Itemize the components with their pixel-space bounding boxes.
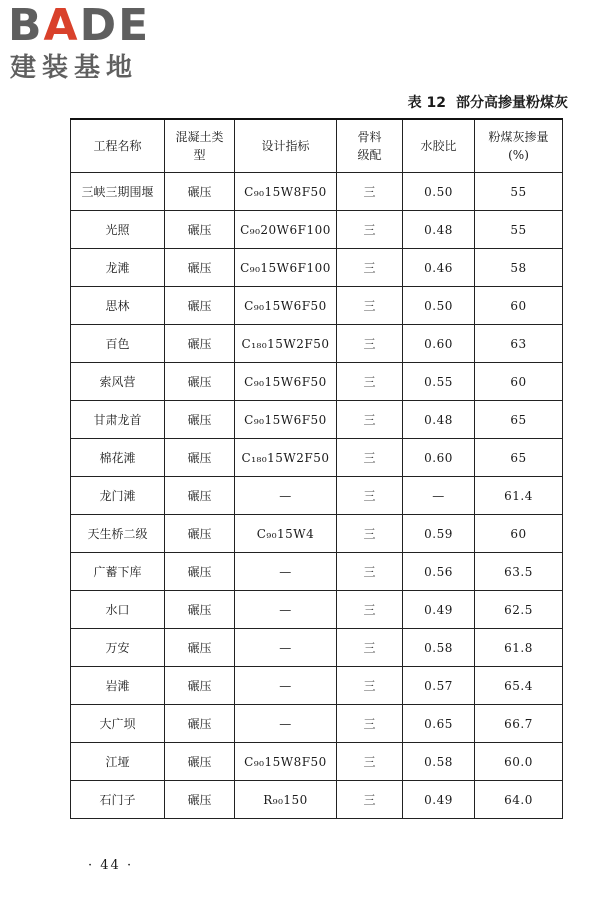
- cell-concrete-type: 碾压: [165, 667, 235, 705]
- cell-design-index: C₉₀15W8F50: [235, 173, 337, 211]
- cell-design-index: —: [235, 591, 337, 629]
- cell-concrete-type: 碾压: [165, 591, 235, 629]
- cell-project-name: 甘肃龙首: [71, 401, 165, 439]
- cell-aggregate-grading: 三: [337, 173, 403, 211]
- brand-logo-wordmark: [8, 2, 150, 50]
- cell-concrete-type: 碾压: [165, 363, 235, 401]
- cell-project-name: 大广坝: [71, 705, 165, 743]
- table-row: [71, 363, 563, 401]
- cell-aggregate-grading: 三: [337, 515, 403, 553]
- table-row: [71, 439, 563, 477]
- cell-concrete-type: 碾压: [165, 477, 235, 515]
- cell-fly-ash-content: 65: [475, 439, 563, 477]
- cell-concrete-type: 碾压: [165, 325, 235, 363]
- cell-water-binder-ratio: 0.56: [403, 553, 475, 591]
- table-row: [71, 553, 563, 591]
- brand-logo-subtitle: 建装基地: [10, 53, 139, 83]
- cell-water-binder-ratio: 0.46: [403, 249, 475, 287]
- table-row: [71, 705, 563, 743]
- cell-water-binder-ratio: 0.58: [403, 629, 475, 667]
- cell-project-name: 龙滩: [71, 249, 165, 287]
- logo-letter: B: [8, 0, 44, 51]
- table-caption: [408, 92, 568, 112]
- cell-water-binder-ratio: —: [403, 477, 475, 515]
- cell-aggregate-grading: 三: [337, 287, 403, 325]
- cell-project-name: 索风营: [71, 363, 165, 401]
- header-project-name: 工程名称: [71, 119, 165, 173]
- cell-concrete-type: 碾压: [165, 211, 235, 249]
- cell-water-binder-ratio: 0.60: [403, 325, 475, 363]
- table-row: [71, 287, 563, 325]
- cell-project-name: 棉花滩: [71, 439, 165, 477]
- cell-water-binder-ratio: 0.48: [403, 401, 475, 439]
- cell-aggregate-grading: 三: [337, 743, 403, 781]
- cell-water-binder-ratio: 0.50: [403, 173, 475, 211]
- cell-fly-ash-content: 61.8: [475, 629, 563, 667]
- cell-water-binder-ratio: 0.59: [403, 515, 475, 553]
- cell-fly-ash-content: 65: [475, 401, 563, 439]
- cell-project-name: 水口: [71, 591, 165, 629]
- logo-letters: DE: [79, 0, 151, 51]
- table-row: [71, 515, 563, 553]
- cell-design-index: C₉₀15W6F50: [235, 401, 337, 439]
- table-row: [71, 667, 563, 705]
- cell-concrete-type: 碾压: [165, 249, 235, 287]
- cell-aggregate-grading: 三: [337, 211, 403, 249]
- cell-design-index: C₉₀20W6F100: [235, 211, 337, 249]
- cell-fly-ash-content: 60: [475, 363, 563, 401]
- cell-project-name: 广蓄下库: [71, 553, 165, 591]
- cell-aggregate-grading: 三: [337, 249, 403, 287]
- cell-project-name: 石门子: [71, 781, 165, 819]
- cell-design-index: C₉₀15W8F50: [235, 743, 337, 781]
- header-fly-ash-content: 粉煤灰掺量(%): [475, 119, 563, 173]
- cell-design-index: R₉₀150: [235, 781, 337, 819]
- cell-project-name: 江垭: [71, 743, 165, 781]
- cell-concrete-type: 碾压: [165, 629, 235, 667]
- cell-design-index: C₉₀15W6F50: [235, 287, 337, 325]
- cell-design-index: C₉₀15W6F50: [235, 363, 337, 401]
- cell-aggregate-grading: 三: [337, 401, 403, 439]
- cell-fly-ash-content: 60: [475, 287, 563, 325]
- cell-fly-ash-content: 60: [475, 515, 563, 553]
- cell-aggregate-grading: 三: [337, 553, 403, 591]
- table-row: [71, 477, 563, 515]
- cell-aggregate-grading: 三: [337, 781, 403, 819]
- cell-water-binder-ratio: 0.60: [403, 439, 475, 477]
- header-design-index: 设计指标: [235, 119, 337, 173]
- cell-project-name: 百色: [71, 325, 165, 363]
- cell-project-name: 万安: [71, 629, 165, 667]
- cell-concrete-type: 碾压: [165, 401, 235, 439]
- table-row: [71, 173, 563, 211]
- table-row: [71, 743, 563, 781]
- cell-fly-ash-content: 63.5: [475, 553, 563, 591]
- cell-concrete-type: 碾压: [165, 781, 235, 819]
- cell-design-index: —: [235, 553, 337, 591]
- cell-project-name: 岩滩: [71, 667, 165, 705]
- header-aggregate-grading: 骨料级配: [337, 119, 403, 173]
- cell-aggregate-grading: 三: [337, 629, 403, 667]
- brand-logo: [8, 2, 188, 92]
- table-number: 表 12: [407, 95, 446, 111]
- cell-design-index: C₉₀15W6F100: [235, 249, 337, 287]
- cell-concrete-type: 碾压: [165, 553, 235, 591]
- cell-concrete-type: 碾压: [165, 743, 235, 781]
- table-row: [71, 249, 563, 287]
- cell-aggregate-grading: 三: [337, 363, 403, 401]
- cell-fly-ash-content: 63: [475, 325, 563, 363]
- cell-concrete-type: 碾压: [165, 705, 235, 743]
- cell-water-binder-ratio: 0.58: [403, 743, 475, 781]
- table-header-row: [71, 119, 563, 173]
- page-number: · 44 ·: [88, 858, 134, 873]
- cell-design-index: C₉₀15W4: [235, 515, 337, 553]
- cell-fly-ash-content: 55: [475, 211, 563, 249]
- logo-accent-letter: A: [43, 0, 80, 51]
- cell-water-binder-ratio: 0.65: [403, 705, 475, 743]
- cell-aggregate-grading: 三: [337, 325, 403, 363]
- table-row: [71, 325, 563, 363]
- cell-concrete-type: 碾压: [165, 287, 235, 325]
- cell-fly-ash-content: 65.4: [475, 667, 563, 705]
- cell-fly-ash-content: 66.7: [475, 705, 563, 743]
- cell-project-name: 光照: [71, 211, 165, 249]
- cell-water-binder-ratio: 0.49: [403, 781, 475, 819]
- table-title: 部分高掺量粉煤灰: [456, 95, 568, 111]
- cell-concrete-type: 碾压: [165, 515, 235, 553]
- cell-aggregate-grading: 三: [337, 439, 403, 477]
- cell-aggregate-grading: 三: [337, 477, 403, 515]
- cell-fly-ash-content: 55: [475, 173, 563, 211]
- cell-water-binder-ratio: 0.48: [403, 211, 475, 249]
- cell-project-name: 思林: [71, 287, 165, 325]
- table-row: [71, 781, 563, 819]
- cell-project-name: 三峡三期围堰: [71, 173, 165, 211]
- cell-fly-ash-content: 58: [475, 249, 563, 287]
- cell-fly-ash-content: 64.0: [475, 781, 563, 819]
- cell-water-binder-ratio: 0.55: [403, 363, 475, 401]
- cell-concrete-type: 碾压: [165, 173, 235, 211]
- cell-water-binder-ratio: 0.49: [403, 591, 475, 629]
- cell-fly-ash-content: 60.0: [475, 743, 563, 781]
- table-row: [71, 211, 563, 249]
- cell-design-index: —: [235, 705, 337, 743]
- cell-project-name: 龙门滩: [71, 477, 165, 515]
- table-row: [71, 629, 563, 667]
- fly-ash-table: [70, 118, 563, 819]
- table-row: [71, 401, 563, 439]
- header-concrete-type: 混凝土类型: [165, 119, 235, 173]
- cell-design-index: —: [235, 629, 337, 667]
- cell-water-binder-ratio: 0.57: [403, 667, 475, 705]
- cell-design-index: —: [235, 477, 337, 515]
- header-water-binder-ratio: 水胶比: [403, 119, 475, 173]
- cell-aggregate-grading: 三: [337, 705, 403, 743]
- cell-project-name: 天生桥二级: [71, 515, 165, 553]
- table-row: [71, 591, 563, 629]
- cell-design-index: —: [235, 667, 337, 705]
- cell-aggregate-grading: 三: [337, 667, 403, 705]
- cell-water-binder-ratio: 0.50: [403, 287, 475, 325]
- cell-concrete-type: 碾压: [165, 439, 235, 477]
- cell-aggregate-grading: 三: [337, 591, 403, 629]
- cell-design-index: C₁₈₀15W2F50: [235, 439, 337, 477]
- cell-fly-ash-content: 62.5: [475, 591, 563, 629]
- cell-design-index: C₁₈₀15W2F50: [235, 325, 337, 363]
- cell-fly-ash-content: 61.4: [475, 477, 563, 515]
